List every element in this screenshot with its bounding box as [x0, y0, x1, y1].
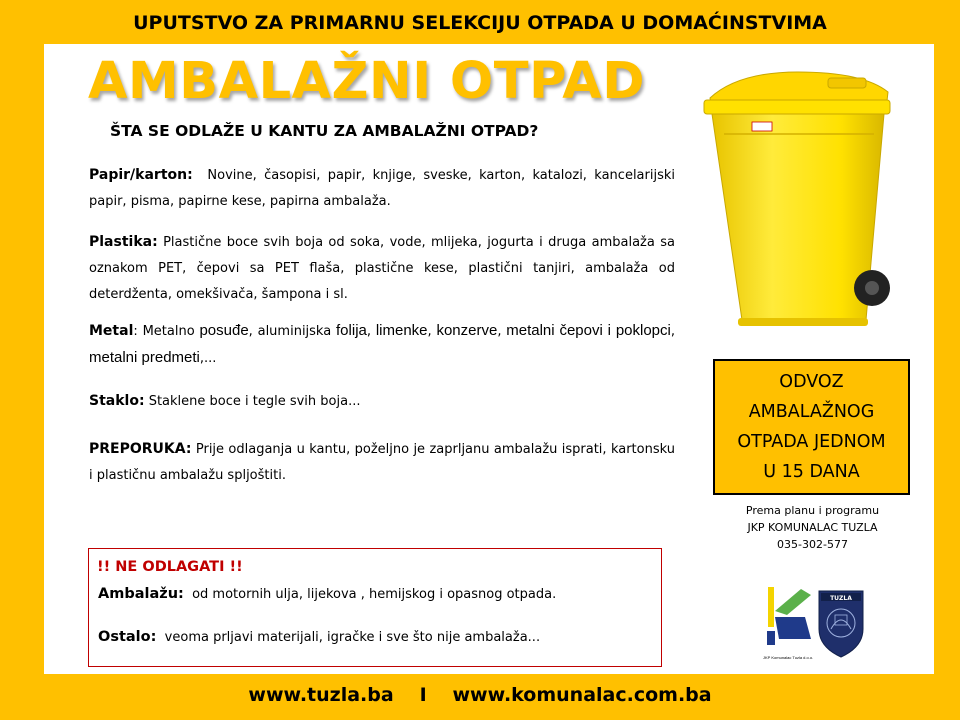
komunalac-logo-icon	[767, 587, 811, 645]
metal-colon: :	[133, 324, 143, 339]
logos-group	[765, 585, 865, 663]
footer-link-tuzla[interactable]: www.tuzla.ba	[248, 684, 394, 706]
page-title: AMBALAŽNI OTPAD	[88, 52, 646, 111]
company-info	[700, 502, 925, 553]
warning-packaging-text: od motornih ulja, lijekova , hemijskog i opasnog otpada.	[192, 587, 557, 602]
pickup-line: ODVOZ	[779, 372, 844, 392]
footer-separator: I	[419, 684, 427, 706]
metal-item-posude: posuđe	[199, 322, 249, 339]
plastic-paragraph	[89, 229, 675, 308]
warning-other	[98, 629, 540, 645]
glass-label: Staklo:	[89, 393, 145, 409]
recommendation-text: Prije odlaganja u kantu, poželjno je zaprljanu ambalažu isprati, kartonsku i plastičnu ambalažu spljoštiti.	[89, 442, 675, 483]
warning-box	[88, 548, 662, 667]
plastic-text: Plastične boce svih boja od soka, vode, mlijeka, jogurta i druga ambalaža sa oznakom PET, čepovi sa PET flaša, plastične kese, plastični tanjiri, ambalaža od deterdženta, omekšivača, šampona i sl.	[89, 235, 675, 302]
metal-text-5: ,	[497, 324, 507, 339]
recommendation-label: PREPORUKA:	[89, 441, 192, 457]
metal-text-6: ,	[670, 324, 675, 339]
metal-item-konzerve: konzerve	[436, 322, 498, 339]
logo-caption: JKP Komunalac Tuzla d.o.o.	[763, 655, 814, 660]
glass-text: Staklene boce i tegle svih boja...	[148, 394, 361, 409]
yellow-bin-icon	[698, 70, 898, 335]
page-header-title: UPUTSTVO ZA PRIMARNU SELEKCIJU OTPADA U DOMAĆINSTVIMA	[133, 12, 827, 34]
pickup-line: U 15 DANA	[763, 462, 860, 482]
warning-title: !! NE ODLAGATI !!	[97, 559, 243, 575]
tuzla-coat-of-arms-icon	[819, 591, 863, 657]
paper-label: Papir/karton:	[89, 167, 193, 183]
info-phone: 035-302-577	[777, 538, 848, 551]
metal-item-predmeti: metalni predmeti	[89, 349, 200, 366]
info-line: JKP KOMUNALAC TUZLA	[747, 521, 878, 534]
metal-paragraph	[89, 318, 675, 372]
metal-item-folija: folija	[336, 322, 367, 339]
pickup-line: AMBALAŽNOG	[748, 402, 875, 422]
metal-item-limenke: limenke	[375, 322, 428, 339]
glass-paragraph	[89, 388, 675, 415]
pickup-line: OTPADA JEDNOM	[737, 432, 886, 452]
metal-text-4: ,	[427, 324, 437, 339]
metal-text-2: , aluminijska	[248, 324, 337, 339]
plastic-label: Plastika:	[89, 234, 158, 250]
metal-text-7: ,...	[199, 351, 217, 366]
logo-seal-text: TUZLA	[830, 595, 852, 602]
pickup-schedule-box	[713, 359, 910, 495]
footer-link-komunalac[interactable]: www.komunalac.com.ba	[452, 684, 712, 706]
info-line: Prema planu i programu	[745, 504, 880, 517]
metal-text-1: Metalno	[142, 324, 200, 339]
paper-text: Novine, časopisi, papir, knjige, sveske, karton, katalozi, kancelarijski papir, pisma, papirne kese, papirna ambalaža.	[89, 168, 676, 209]
section-question: ŠTA SE ODLAŽE U KANTU ZA AMBALAŽNI OTPAD?	[110, 122, 539, 140]
warning-other-label: Ostalo:	[98, 629, 157, 645]
recommendation-paragraph	[89, 436, 675, 489]
paper-paragraph	[89, 162, 675, 215]
warning-other-text: veoma prljavi materijali, igračke i sve što nije ambalaža...	[164, 630, 541, 645]
warning-packaging	[98, 586, 556, 602]
footer-links	[0, 684, 960, 706]
metal-label: Metal	[89, 323, 134, 339]
metal-text-3: ,	[366, 324, 376, 339]
warning-packaging-label: Ambalažu:	[98, 586, 184, 602]
metal-item-cepovi: metalni čepovi i poklopci	[506, 322, 671, 339]
